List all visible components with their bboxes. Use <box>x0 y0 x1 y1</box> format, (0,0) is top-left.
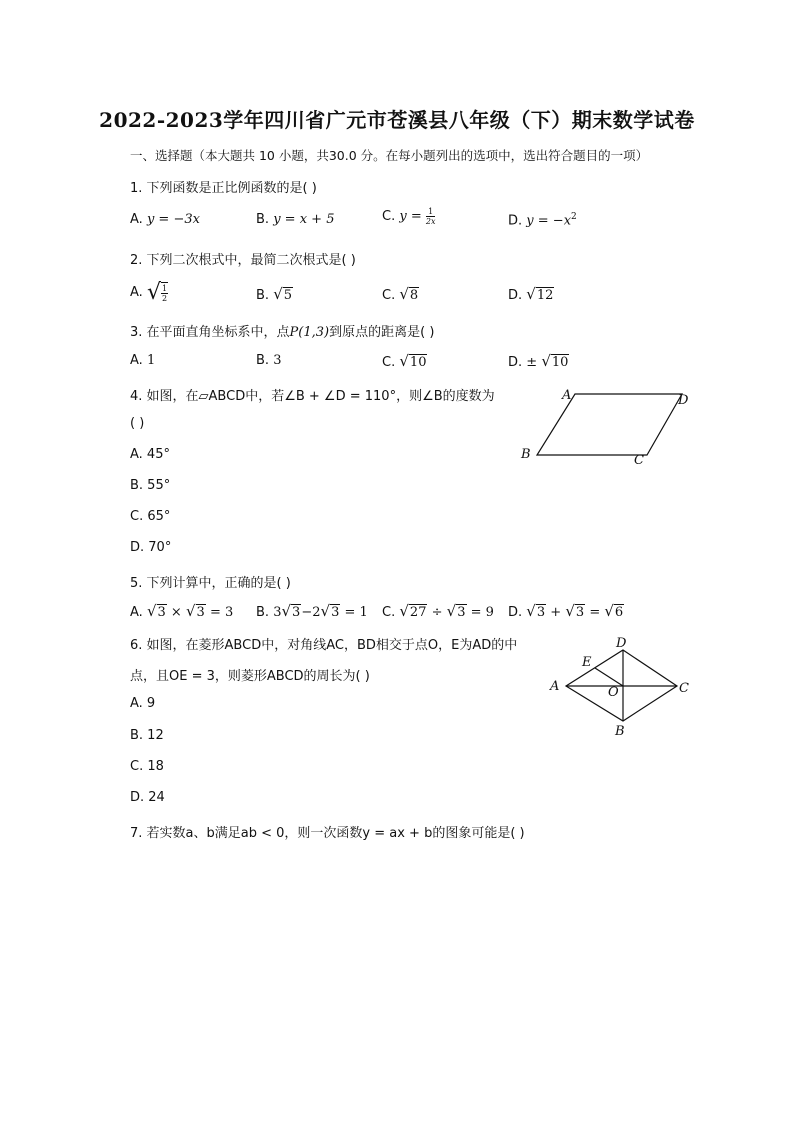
option-label: A. <box>130 285 143 300</box>
q1-option-a[interactable] <box>130 212 200 227</box>
option-expression: y = <box>399 209 422 224</box>
q4-option-b[interactable]: B. 55° <box>130 478 171 493</box>
q6-option-d[interactable]: D. 24 <box>130 790 165 805</box>
q5-option-c[interactable]: C. √27 ÷ √3 = 9 <box>382 602 494 620</box>
q2-option-a[interactable] <box>130 280 168 305</box>
vertex-label-c: C <box>634 453 644 468</box>
radicand: 8 <box>409 288 419 303</box>
question-6-stem-line1: 6. 如图，在菱形ABCD中，对角线AC，BD相交于点O，E为AD的中 <box>130 638 518 653</box>
q4-option-c[interactable]: C. 65° <box>130 509 171 524</box>
option-label: C. <box>382 288 396 303</box>
parallelogram-shape <box>537 394 682 455</box>
operator: ÷ <box>431 605 443 620</box>
option-label: C. <box>382 355 396 370</box>
fraction-denominator: 2 <box>161 294 168 303</box>
q2-option-d[interactable]: D. √12 <box>508 285 554 303</box>
sqrt-expression: √ $\frac{1}{2}$ <box>146 280 168 305</box>
q5-option-a[interactable]: A. √3 × √3 = 3 <box>130 602 234 620</box>
stem-text: 到原点的距离是( ) <box>329 325 435 340</box>
option-label: B. <box>256 605 270 620</box>
option-expression: y = −3x <box>146 212 200 227</box>
operator: −2 <box>301 605 321 620</box>
question-7-stem: 7. 若实数a、b满足ab < 0，则一次函数y = ax + b的图象可能是( ) <box>130 826 525 841</box>
page-title: 2022-2023学年四川省广元市苍溪县八年级（下）期末数学试卷 <box>99 108 695 132</box>
operator: + <box>550 605 562 620</box>
equals-result: = 9 <box>470 605 494 620</box>
q1-option-c[interactable] <box>382 207 435 226</box>
q3-option-c[interactable]: C. √10 <box>382 352 427 370</box>
q4-option-a[interactable]: A. 45° <box>130 447 170 462</box>
operator: × <box>170 605 182 620</box>
equals-result: = 1 <box>344 605 368 620</box>
option-label: B. <box>256 353 270 368</box>
radicand: 3 <box>292 605 301 620</box>
option-label: D. <box>508 355 523 370</box>
radicand: 10 <box>551 355 569 370</box>
radicand: 27 <box>409 605 427 620</box>
q6-option-b[interactable]: B. 12 <box>130 728 164 743</box>
question-5-stem: 5. 下列计算中，正确的是( ) <box>130 576 291 591</box>
q5-option-d[interactable]: D. √3 + √3 = √6 <box>508 602 624 620</box>
q2-option-b[interactable]: B. √5 <box>256 285 293 303</box>
equals-sign: = <box>589 605 601 620</box>
option-value: 3 <box>273 353 282 368</box>
radicand: 3 <box>331 605 340 620</box>
coefficient: 3 <box>273 605 282 620</box>
q1-option-d[interactable] <box>508 212 577 228</box>
radicand: 3 <box>575 605 585 620</box>
option-label: B. <box>256 288 270 303</box>
radicand: 3 <box>536 605 546 620</box>
q6-option-a[interactable]: A. 9 <box>130 696 156 711</box>
option-label: A. <box>130 212 143 227</box>
q6-option-c[interactable]: C. 18 <box>130 759 164 774</box>
vertex-label-d: D <box>616 636 627 651</box>
q3-option-b[interactable] <box>256 353 281 368</box>
fraction-denominator: 2x <box>425 217 436 226</box>
vertex-label-a: A <box>550 679 560 694</box>
option-label: D. <box>508 213 523 229</box>
radicand: 10 <box>409 355 427 370</box>
point-expression: P(1,3) <box>289 325 330 340</box>
question-2-stem: 2. 下列二次根式中，最简二次根式是( ) <box>130 253 356 268</box>
option-value: 1 <box>146 353 156 368</box>
vertex-label-c: C <box>679 681 689 696</box>
q3-option-a[interactable] <box>130 353 155 368</box>
q3-option-d[interactable]: D. ± √10 <box>508 352 569 370</box>
equals-result: = 3 <box>209 605 234 620</box>
radicand: 6 <box>614 605 624 620</box>
q4-option-d[interactable]: D. 70° <box>130 540 172 555</box>
option-label: A. <box>130 605 143 620</box>
vertex-label-b: B <box>521 447 531 462</box>
radicand: 5 <box>283 288 293 303</box>
parallelogram-figure <box>510 382 710 472</box>
q5-option-b[interactable]: B. 3√3−2√3 = 1 <box>256 602 368 620</box>
radicand: 3 <box>196 605 205 620</box>
radicand: 3 <box>157 605 166 620</box>
question-6-stem-line2: 点，且OE = 3，则菱形ABCD的周长为( ) <box>130 669 370 684</box>
vertex-label-a: A <box>562 388 572 403</box>
plus-minus: ± <box>526 355 538 370</box>
rhombus-figure <box>540 632 710 742</box>
exponent: 2 <box>571 212 577 222</box>
q1-option-b[interactable] <box>256 212 334 227</box>
option-expression: y = x + 5 <box>273 212 335 227</box>
question-4-stem: 4. 如图，在▱ABCD中，若∠B + ∠D = 110°，则∠B的度数为 <box>130 389 495 404</box>
vertex-label-d: D <box>678 393 689 408</box>
center-label-o: O <box>608 685 619 700</box>
section-heading: 一、选择题（本大题共 10 小题，共30.0 分。在每小题列出的选项中，选出符合题目的一项） <box>130 148 649 163</box>
fraction <box>426 207 436 226</box>
fraction-numerator: 1 <box>426 207 436 217</box>
question-4-paren: ( ) <box>130 416 145 431</box>
option-label: D. <box>508 288 523 303</box>
option-label: D. <box>508 605 523 620</box>
option-label: B. <box>256 212 270 227</box>
option-expression: y = −x <box>526 213 572 229</box>
vertex-label-b: B <box>615 724 625 739</box>
question-1-stem: 1. 下列函数是正比例函数的是( ) <box>130 181 317 196</box>
point-label-e: E <box>582 655 592 670</box>
radicand: 3 <box>457 605 466 620</box>
option-label: C. <box>382 209 396 224</box>
radicand: 12 <box>536 288 554 303</box>
option-label: C. <box>382 605 396 620</box>
question-3-stem <box>130 321 434 340</box>
fraction-numerator: 1 <box>161 284 168 293</box>
option-label: A. <box>130 353 143 368</box>
q2-option-c[interactable]: C. √8 <box>382 285 419 303</box>
stem-text: 3. 在平面直角坐标系中，点 <box>130 325 290 340</box>
segment-oe <box>595 668 623 686</box>
